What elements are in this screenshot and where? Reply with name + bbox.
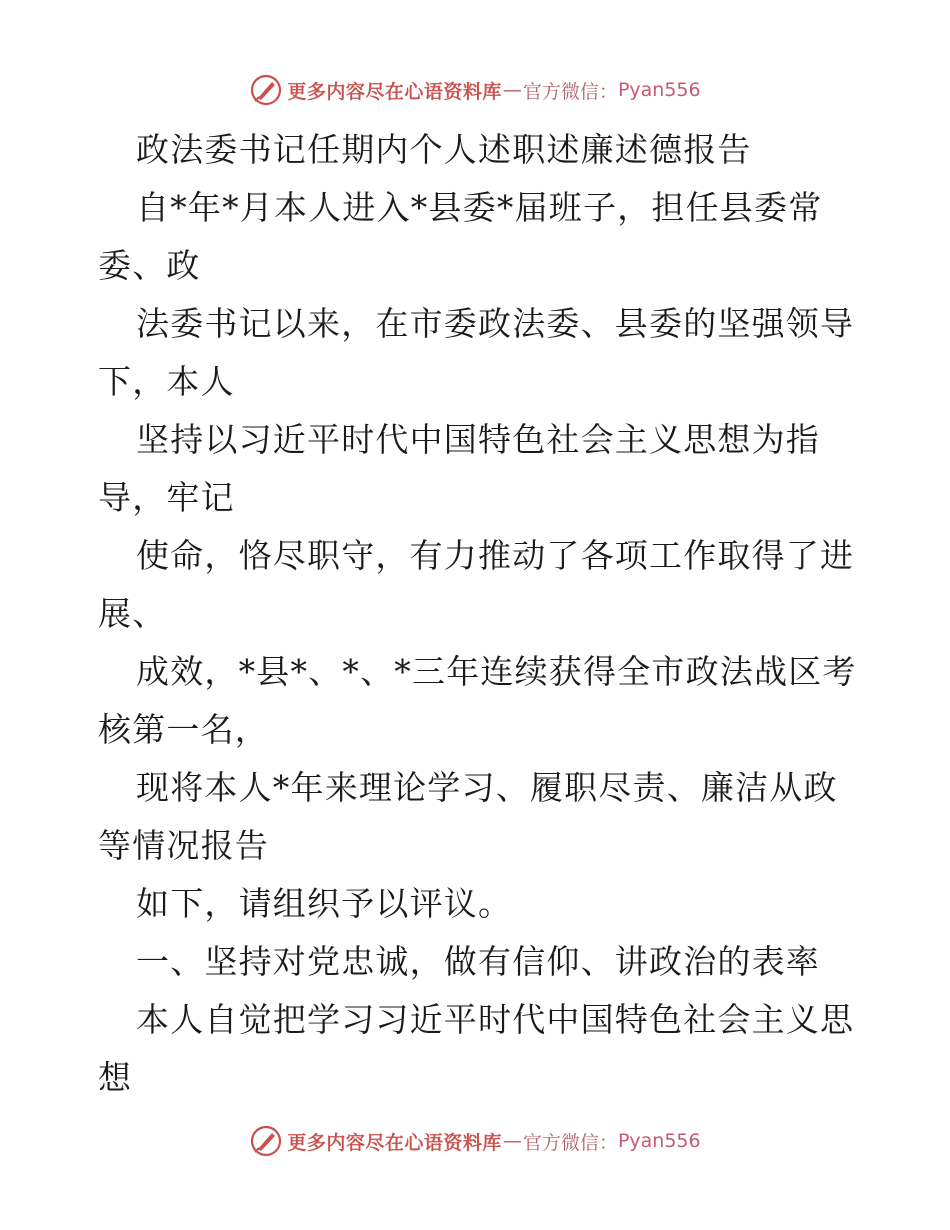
- text-line: 使命，恪尽职守，有力推动了各项工作取得了进: [136, 536, 855, 575]
- text-line: 核第一名，: [98, 710, 269, 749]
- text-line: 想: [98, 1058, 133, 1097]
- document-title: 政法委书记任期内个人述职述廉述德报告: [136, 130, 752, 169]
- text-line: 导，牢记: [98, 478, 235, 517]
- banner-dash: —: [502, 79, 522, 101]
- banner-main-text: 更多内容尽在心语资料库: [287, 1131, 502, 1154]
- quill-pen-circle-icon: [249, 1124, 283, 1158]
- text-line: 展、: [98, 594, 167, 633]
- banner-wechat-id: Pyan556: [617, 1130, 701, 1152]
- quill-pen-circle-icon: [249, 73, 283, 107]
- text-line: 等情况报告: [98, 826, 269, 865]
- text-line: 成效，*县*、*、*三年连续获得全市政法战区考: [136, 652, 857, 691]
- footer-banner: [0, 1121, 950, 1161]
- text-line: 自*年*月本人进入*县委*届班子，担任县委常: [136, 188, 823, 227]
- text-line: 如下，请组织予以评议。: [136, 884, 513, 923]
- text-line: 本人自觉把学习习近平时代中国特色社会主义思: [136, 1000, 855, 1039]
- text-line: 坚持以习近平时代中国特色社会主义思想为指: [136, 420, 820, 459]
- banner-dash: —: [502, 1130, 522, 1152]
- header-banner: [0, 70, 950, 110]
- banner-wechat-label: 官方微信：: [522, 1131, 618, 1154]
- text-line: 法委书记以来，在市委政法委、县委的坚强领导: [136, 304, 855, 343]
- text-line: 下，本人: [98, 362, 235, 401]
- banner-main-text: 更多内容尽在心语资料库: [287, 80, 502, 103]
- banner-wechat-id: Pyan556: [617, 79, 701, 101]
- section-heading: 一、坚持对党忠诚，做有信仰、讲政治的表率: [136, 942, 820, 981]
- banner-wechat-label: 官方微信：: [522, 80, 618, 103]
- text-line: 委、政: [98, 246, 201, 285]
- document-body: [98, 121, 856, 1107]
- text-line: 现将本人*年来理论学习、履职尽责、廉洁从政: [136, 768, 838, 807]
